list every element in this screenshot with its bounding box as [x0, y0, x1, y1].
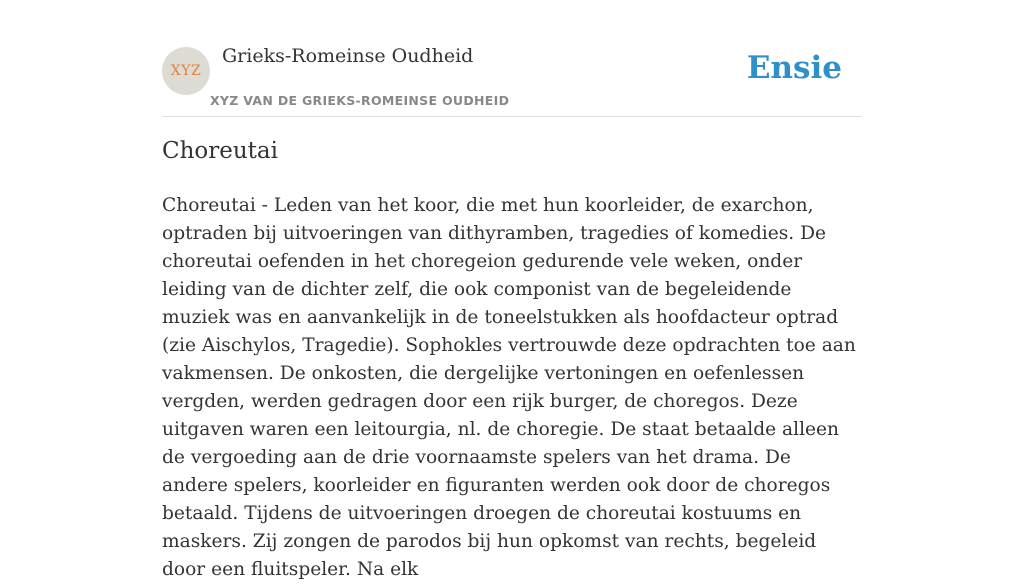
source-avatar[interactable]: XYZ	[162, 47, 210, 95]
source-title-link[interactable]: Grieks-Romeinse Oudheid	[222, 45, 474, 67]
ensie-logo[interactable]: Ensie	[746, 50, 842, 86]
article-body: Choreutai - Leden van het koor, die met hun koorleider, de exarchon, optraden bij uitvoeringen van dithyramben, tragedies of komedies. De choreutai oefenden in het choregeion gedurende vele weken, onder leiding van de dichter zelf, die ook componist van de begeleidende muziek was en aanvankelijk in de toneelstukken als hoofdacteur optrad (zie Aischylos, Tragedie). Sophokles vertrouwde deze opdrachten toe aan vakmensen. De onkosten, die dergelijke vertoningen en oefenlessen vergden, werden gedragen door een rijk burger, de choregos. Deze uitgaven waren een leitourgia, nl. de choregie. De staat betaalde alleen de vergoeding aan de drie voornaamste spelers van het drama. De andere spelers, koorleider en figuranten werden ook door de choregos betaald. Tijdens de uitvoeringen droegen de choreutai kostuums en maskers. Zij zongen de parodos bij hun opkomst van rechts, begeleid door een fluitspeler. Na elk	[162, 195, 856, 580]
source-header	[162, 0, 862, 117]
article-title: Choreutai	[162, 138, 278, 164]
source-subtitle: XYZ VAN DE GRIEKS-ROMEINSE OUDHEID	[210, 93, 510, 108]
